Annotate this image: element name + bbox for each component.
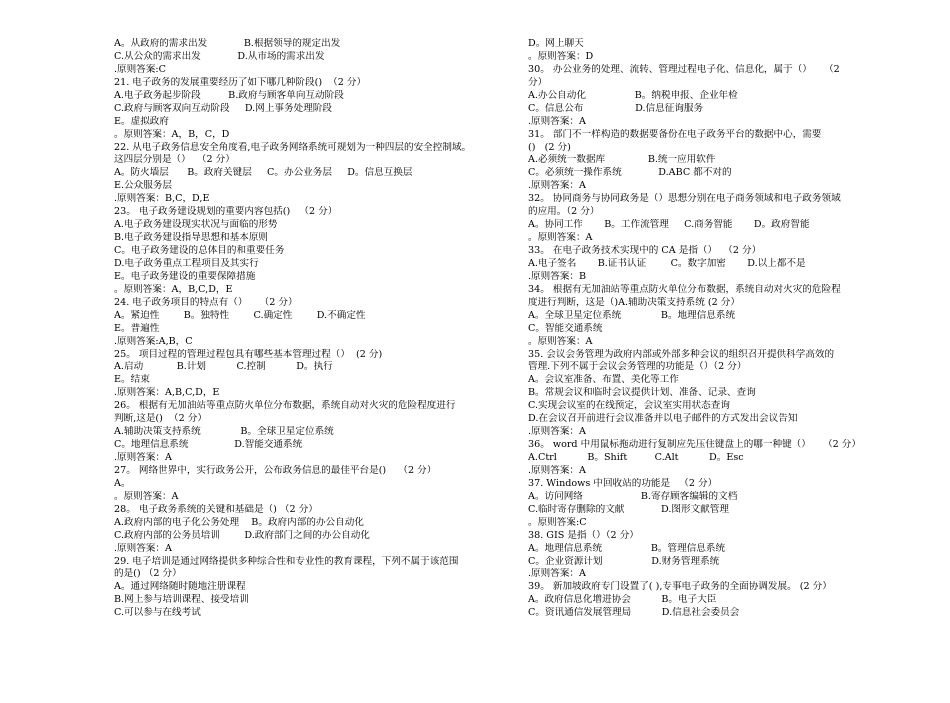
- text-line: 30。 办公业务的处理、流转、管理过程电子化、信息化，属于（） （2: [528, 63, 840, 75]
- text-line: .原则答案：B: [528, 270, 587, 282]
- text-line: 38. GIS 是指（）（2 分）: [528, 529, 639, 541]
- text-line: C。必须统一操作系统 D.ABC 都不对的: [528, 167, 732, 179]
- text-line: 。原则答案：A，B，C，D: [114, 128, 230, 140]
- text-line: A。通过网络随时随地注册课程: [114, 581, 246, 593]
- text-line: C.从公众的需求出发 D.从市场的需求出发: [114, 50, 325, 62]
- text-line: B.电子政务建设指导思想和基本原则: [114, 232, 269, 244]
- text-line: E.公众服务层: [114, 180, 173, 192]
- text-line: A。协同工作 B。工作流管理 C.商务智能 D。政府智能: [528, 219, 810, 231]
- text-line: A.电子签名 B.证书认证 C。数字加密 D.以上都不是: [528, 257, 806, 269]
- text-line: C。智能交通系统: [528, 322, 603, 334]
- text-line: A.政府内部的电子化公务处理 B。政府内部的办公自动化: [114, 516, 364, 528]
- text-line: 24. 电子政务项目的特点有（） （2 分）: [114, 296, 298, 308]
- text-line: .原则答案：A,B,C,D，E: [114, 387, 220, 399]
- text-line: A。紧迫性 B。独特性 C.确定性 D.不确定性: [114, 309, 366, 321]
- text-line: B.网上参与培训课程、接受培训: [114, 594, 249, 606]
- text-line: 21. 电子政务的发展重要经历了如下哪几种阶段() （2 分）: [114, 76, 367, 88]
- text-line: C。资讯通信发展管理局 D.信息社会委员会: [528, 607, 740, 619]
- text-line: 32。 协同商务与协同政务是（）思想分别在电子商务领域和电子政务领域: [528, 193, 841, 205]
- text-line: A。全球卫星定位系统 B。地理信息系统: [528, 309, 736, 321]
- text-line: C.可以参与在线考试: [114, 607, 201, 619]
- text-line: 管理.下列不属于会议会务管理的功能是（）（2 分）: [528, 361, 747, 373]
- text-line: 35. 会议会务管理为政府内部或外部多种会议的组织召开提供科学高效的: [528, 348, 835, 360]
- text-line: 28。 电子政务系统的关键和基础是（) （2 分）: [114, 503, 318, 515]
- text-line: .原则答案:C: [114, 63, 166, 75]
- text-line: A.必须统一数据库 B.统一应用软件: [528, 154, 716, 166]
- text-line: 的应用。（2 分）: [528, 206, 600, 218]
- text-line: A.电子政务建设现实状况与面临的形势: [114, 219, 278, 231]
- text-line: .原则答案：A: [528, 464, 586, 476]
- text-line: A.Ctrl B。Shift C.Alt D。Esc: [528, 452, 744, 463]
- text-line: A。: [114, 477, 131, 489]
- text-line: 度进行判断，这是（)A.辅助决策支持系统 (2 分）: [528, 296, 740, 308]
- text-line: .原则答案：A: [114, 542, 172, 554]
- text-line: 判断,这是() （2 分）: [114, 413, 207, 425]
- text-line: C。信息公布 D.信息征询服务: [528, 102, 704, 114]
- text-line: 29. 电子培训是通过网络提供多种综合性和专业性的教育课程，下列不属于该范围: [114, 555, 459, 567]
- text-line: 22. 从电子政务信息安全角度看,电子政务网络系统可规划为一种四层的安全控制域。: [114, 141, 472, 153]
- text-line: C.政府与顾客双向互动阶段 D.网上事务处理阶段: [114, 102, 332, 114]
- text-line: 26。 根据有无加油站等重点防火单位分布数据，系统自动对火灾的危险程度进行: [114, 400, 456, 412]
- text-line: C。电子政务建设的总体目的和重要任务: [114, 245, 285, 256]
- text-line: .原则答案：A: [528, 115, 586, 127]
- text-line: C.政府内部的公务员培训 D.政府部门之间的办公自动化: [114, 529, 370, 541]
- text-line: .原则答案：B,C，D,E: [114, 193, 210, 205]
- text-line: A.办公自动化 B。纳税申报、企业年检: [528, 89, 738, 101]
- text-line: .原则答案：A: [528, 180, 586, 192]
- text-line: 23。 电子政务建设规划的重要内容包括() （2 分）: [114, 206, 338, 218]
- text-line: 。原则答案：A: [528, 335, 593, 347]
- text-line: 33。 在电子政务技术实现中的 CA 是指（） （2 分）: [528, 245, 762, 256]
- text-line: E。电子政务建设的重要保障措施: [114, 270, 256, 282]
- text-line: 的是() （2 分）: [114, 568, 182, 580]
- text-line: 39。 新加坡政府专门设置了( ),专事电子政务的全面协调发展。 (2 分）: [528, 581, 832, 593]
- text-line: D。网上聊天: [528, 38, 584, 49]
- text-line: 分）: [528, 76, 548, 88]
- text-line: 。原则答案：A，B,C,D，E: [114, 283, 233, 295]
- text-line: C.临时寄存删除的文献 D.图形文献管理: [528, 503, 729, 515]
- text-line: .原则答案：A: [114, 452, 172, 463]
- text-line: A。政府信息化增进协会 B。电子大臣: [528, 594, 717, 606]
- text-line: 。原则答案：A: [114, 490, 179, 502]
- text-line: A。访问网络 B.寄存顾客编辑的文档: [528, 490, 738, 502]
- text-line: A。会议室准备、布置、美化等工作: [528, 374, 679, 386]
- text-line: 25。 项目过程的管理过程包具有哪些基本管理过程（） (2 分): [114, 348, 383, 360]
- text-line: D.在会议召开前进行会议准备并以电子邮件的方式发出会议告知: [528, 413, 798, 425]
- text-line: 。原则答案：D: [528, 50, 594, 62]
- text-line: E。结束: [114, 374, 150, 386]
- text-line: A.启动 B.计划 C.控制 D。执行: [114, 361, 333, 373]
- text-line: B。常规会议和临时会议提供计划、准备、记录、查询: [528, 387, 756, 399]
- text-line: 31。 部门不一样构造的数据要备份在电子政务平台的数据中心，需要: [528, 128, 822, 140]
- text-line: 27。 网络世界中，实行政务公开，公布政务信息的最佳平台是() （2 分）: [114, 464, 437, 476]
- text-line: D.电子政务重点工程项目及其实行: [114, 257, 259, 269]
- left-column: [114, 38, 514, 620]
- text-line: A.电子政务起步阶段 B.政府与顾客单向互动阶段: [114, 89, 344, 101]
- text-line: 。原则答案:C: [528, 516, 587, 528]
- text-line: C。地理信息系统 D.智能交通系统: [114, 439, 303, 451]
- text-line: A.辅助决策支持系统 B。全球卫星定位系统: [114, 426, 334, 438]
- text-line: 34。 根据有无加油站等重点防火单位分布数据，系统自动对火灾的危险程: [528, 283, 841, 295]
- text-line: 。原则答案：A: [528, 232, 593, 244]
- text-line: .原则答案：A: [528, 426, 586, 438]
- text-line: A。从政府的需求出发 B.根据领导的规定出发: [114, 38, 341, 49]
- text-line: E。虚拟政府: [114, 115, 169, 127]
- text-line: 37. Windows 中回收站的功能是 （2 分）: [528, 477, 718, 489]
- text-line: 36。 word 中用鼠标拖动进行复制应先压住键盘上的哪一种键（） （2 分）: [528, 439, 861, 451]
- text-line: () (2 分): [528, 141, 571, 153]
- text-line: A。地理信息系统 B。管理信息系统: [528, 542, 726, 554]
- text-line: .原则答案:A,B，C: [114, 335, 193, 347]
- text-line: A。防火墙层 B。政府关键层 C。办公业务层 D。信息互换层: [114, 167, 413, 179]
- right-column: [528, 38, 928, 620]
- text-line: E。普遍性: [114, 322, 160, 334]
- text-line: C。企业资源计划 D.财务管理系统: [528, 555, 720, 567]
- text-line: C.实现会议室的在线预定，会议室实用状态查询: [528, 400, 730, 412]
- text-line: 这四层分别是（） （2 分）: [114, 154, 235, 166]
- text-line: .原则答案：A: [528, 568, 586, 580]
